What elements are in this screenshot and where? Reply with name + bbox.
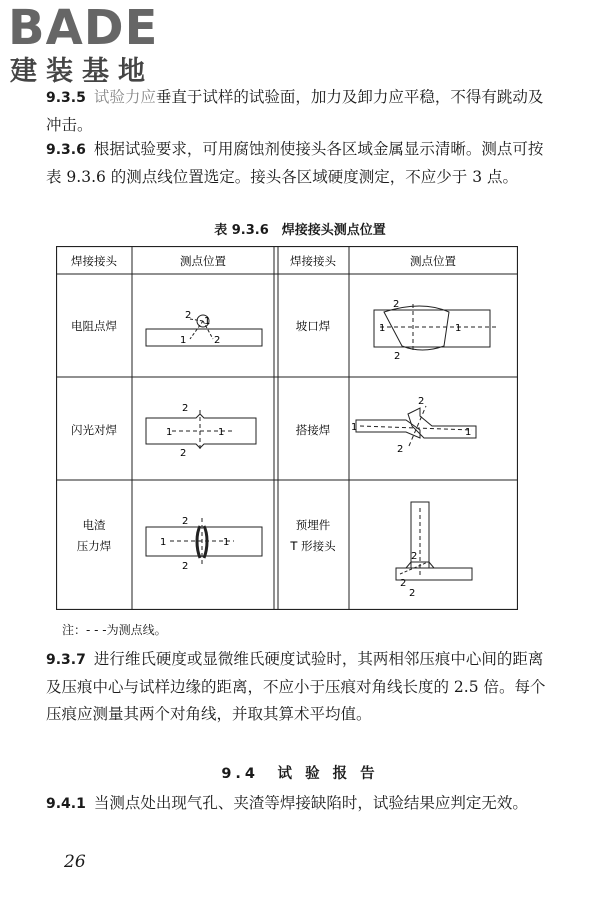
- mark-2: 2: [214, 335, 221, 346]
- mark-1: 1: [465, 427, 472, 438]
- section-heading: 9.4 试 验 报 告: [221, 766, 379, 782]
- mark-2: 2: [397, 444, 404, 455]
- mark-1: 1: [180, 335, 187, 346]
- header-points-left: 测点位置: [180, 254, 226, 268]
- table-note: 注：- - -为测点线。: [62, 623, 167, 637]
- mark-2: 2: [180, 448, 187, 459]
- label-embedded-2: T 形接头: [290, 539, 336, 553]
- logo: [8, 2, 178, 90]
- mark-1: 1: [204, 316, 211, 327]
- clause-9-3-7: [46, 646, 546, 728]
- clause-9-3-5: [46, 84, 546, 139]
- mark-2: 2: [418, 396, 425, 407]
- measurement-table: [56, 246, 518, 610]
- mark-1: 1: [223, 537, 230, 548]
- label-lap-weld: 搭接焊: [295, 423, 331, 437]
- clause-9-3-6: [46, 136, 546, 191]
- table-title: 表 9.3.6 焊接接头测点位置: [214, 223, 386, 238]
- mark-2: 2: [409, 588, 416, 599]
- label-electroslag-2: 压力焊: [76, 539, 112, 553]
- clause-text: 当测点处出现气孔、夹渣等焊接缺陷时，试验结果应判定无效。: [93, 794, 528, 812]
- lap-weld-diagram: [356, 406, 476, 446]
- logo-sub-text: 建装基地: [10, 56, 154, 87]
- clause-text: 垂直于试样的试验面，加力及卸力应平稳，不得有跳动及冲击。: [46, 88, 544, 134]
- label-groove-weld: 坡口焊: [295, 319, 331, 333]
- mark-1: 1: [218, 427, 225, 438]
- label-embedded-1: 预埋件: [295, 518, 331, 532]
- mark-2: 2: [182, 403, 189, 414]
- header-points-right: 测点位置: [410, 254, 456, 268]
- mark-1: 1: [160, 537, 167, 548]
- clause-number: 9.3.5: [46, 90, 86, 106]
- clause-number: 9.3.6: [46, 142, 86, 158]
- t-joint-diagram: [396, 502, 472, 580]
- mark-2: 2: [411, 551, 418, 562]
- label-resistance-spot: 电阻点焊: [71, 319, 117, 333]
- label-electroslag-1: 电渣: [82, 518, 106, 532]
- header-joint-right: 焊接接头: [290, 254, 336, 268]
- flash-butt-diagram: [146, 410, 256, 452]
- header-joint-left: 焊接接头: [71, 254, 117, 268]
- mark-2: 2: [400, 578, 407, 589]
- clause-text: 根据试验要求，可用腐蚀剂使接头各区域金属显示清晰。测点可按表 9.3.6 的测点线位置选定。接头各区域硬度测定，不应少于 3 点。: [46, 140, 544, 186]
- clause-number: 9.4.1: [46, 796, 86, 812]
- clause-faded-text: 试验力应: [93, 88, 156, 106]
- mark-2: 2: [185, 310, 192, 321]
- clause-text: 进行维氏硬度或显微维氏硬度试验时，其两相邻压痕中心间的距离及压痕中心与试样边缘的距离，不应小于压痕对角线长度的 2.5 倍。每个压痕应测量其两个对角线，并取其算术平均值。: [46, 650, 546, 723]
- page-number: 26: [64, 852, 86, 872]
- mark-2: 2: [394, 351, 401, 362]
- mark-2: 2: [182, 561, 189, 572]
- mark-1: 1: [379, 323, 386, 334]
- clause-9-4-1: [46, 790, 546, 818]
- label-flash-butt: 闪光对焊: [71, 423, 117, 437]
- mark-1: 1: [455, 323, 462, 334]
- clause-number: 9.3.7: [46, 652, 86, 668]
- logo-main-text: BADE: [8, 0, 159, 56]
- mark-2: 2: [182, 516, 189, 527]
- mark-1: 1: [351, 422, 358, 433]
- groove-weld-diagram: [374, 304, 496, 352]
- mark-2: 2: [393, 299, 400, 310]
- table-border: [57, 247, 518, 610]
- mark-1: 1: [166, 427, 173, 438]
